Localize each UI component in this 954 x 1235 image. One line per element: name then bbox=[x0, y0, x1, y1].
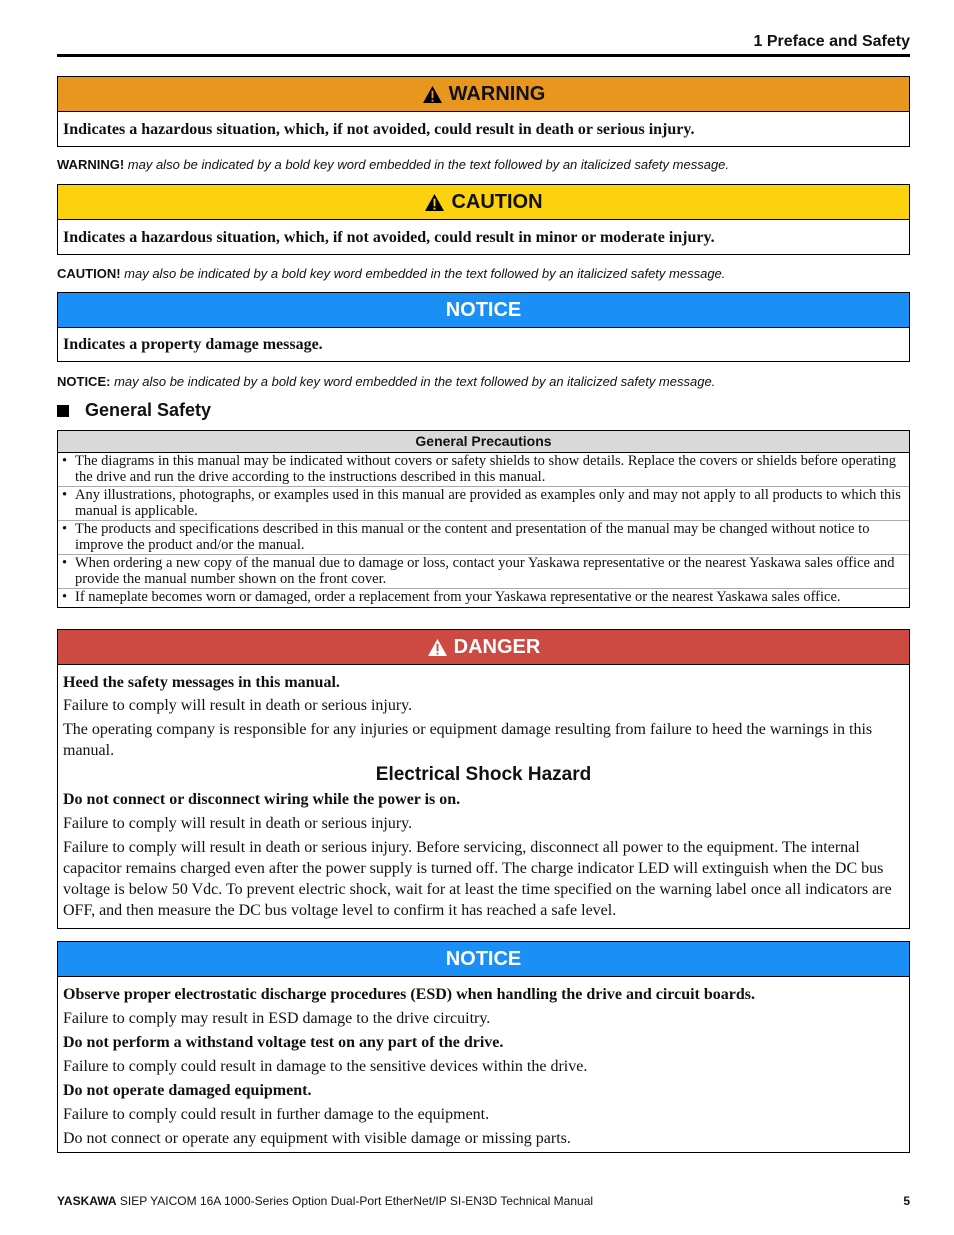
footer-text: SIEP YAICOM 16A 1000-Series Option Dual-Port EtherNet/IP SI-EN3D Technical Manual bbox=[116, 1194, 594, 1208]
warning-note-key: WARNING! bbox=[57, 157, 125, 172]
notice2-esd-fail: Failure to comply may result in ESD damage to the drive circuitry. bbox=[63, 1010, 491, 1027]
notice-header bbox=[58, 293, 909, 328]
notice2-visible: Do not connect or operate any equipment with visible damage or missing parts. bbox=[63, 1130, 571, 1147]
notice2-header bbox=[58, 942, 909, 977]
notice2-esd: Observe proper electrostatic discharge procedures (ESD) when handling the drive and circuit boards. bbox=[63, 986, 755, 1003]
page-number: 5 bbox=[903, 1194, 910, 1208]
warning-triangle-icon bbox=[422, 85, 443, 104]
warning-text: Indicates a hazardous situation, which, if not avoided, could result in death or serious injury. bbox=[63, 121, 695, 138]
notice-label: NOTICE bbox=[445, 298, 522, 321]
precaution-item: • When ordering a new copy of the manual due to damage or loss, contact your Yaskawa representative or the nearest Yaskawa sales office and provide the manual number shown on the front cover. bbox=[58, 555, 909, 589]
danger-no-connect: Do not connect or disconnect wiring while the power is on. bbox=[63, 791, 461, 808]
danger-label: DANGER bbox=[453, 635, 541, 658]
precautions-title: General Precautions bbox=[58, 431, 909, 453]
notice-note-key: NOTICE: bbox=[57, 374, 111, 389]
caution-text: Indicates a hazardous situation, which, if not avoided, could result in minor or moderate injury. bbox=[63, 229, 715, 246]
notice2-label: NOTICE bbox=[445, 947, 522, 970]
notice2-damaged: Do not operate damaged equipment. bbox=[63, 1082, 312, 1099]
page-header-title: 1 Preface and Safety bbox=[753, 33, 910, 50]
danger-fail-2: Failure to comply will result in death or serious injury. bbox=[63, 815, 413, 832]
caution-box bbox=[57, 184, 910, 255]
danger-box bbox=[57, 629, 910, 929]
precaution-item: • Any illustrations, photographs, or examples used in this manual are provided as examples only and may not apply to all products to which this manual is applicable. bbox=[58, 487, 909, 521]
danger-header bbox=[58, 630, 909, 665]
warning-box bbox=[57, 76, 910, 147]
section-title: General Safety bbox=[85, 400, 212, 420]
general-precautions-table bbox=[57, 430, 910, 608]
notice2-withstand-fail: Failure to comply could result in damage to the sensitive devices within the drive. bbox=[63, 1058, 588, 1075]
section-bullet-icon bbox=[57, 405, 69, 417]
caution-note-key: CAUTION! bbox=[57, 266, 121, 281]
caution-note-text: may also be indicated by a bold key word embedded in the text followed by an italicized safety message. bbox=[120, 266, 726, 281]
danger-heed: Heed the safety messages in this manual. bbox=[63, 674, 340, 691]
notice-box bbox=[57, 292, 910, 362]
notice-text: Indicates a property damage message. bbox=[63, 336, 323, 353]
caution-label: CAUTION bbox=[451, 190, 543, 213]
warning-note-text: may also be indicated by a bold key word embedded in the text followed by an italicized safety message. bbox=[124, 157, 730, 172]
warning-label: WARNING bbox=[448, 82, 546, 105]
header-rule bbox=[57, 54, 910, 57]
precaution-item: • If nameplate becomes worn or damaged, order a replacement from your Yaskawa representative or the nearest Yaskawa sales office. bbox=[62, 589, 841, 605]
page-footer bbox=[57, 1194, 910, 1208]
warning-triangle-icon bbox=[424, 193, 445, 212]
danger-subtitle: Electrical Shock Hazard bbox=[375, 764, 592, 785]
notice2-box bbox=[57, 941, 910, 1153]
danger-long: Failure to comply will result in death or serious injury. Before servicing, disconnect all power to the equipment. The internal capacitor remains charged even after the power supply is turned off. The charge indicator LED will extinguish when the DC bus voltage is below 50 Vdc. To prevent electric shock, wait for at least the time specified on the warning label once all indicators are OFF, and then measure the DC bus voltage level to confirm it has reached a safe level. bbox=[63, 839, 892, 919]
danger-operating: The operating company is responsible for any injuries or equipment damage resulting from failure to heed the warnings in this manual. bbox=[63, 721, 873, 759]
notice-note bbox=[57, 374, 715, 389]
notice2-withstand: Do not perform a withstand voltage test on any part of the drive. bbox=[63, 1034, 504, 1051]
notice2-damaged-fail: Failure to comply could result in further damage to the equipment. bbox=[63, 1106, 490, 1123]
warning-triangle-icon bbox=[427, 638, 448, 657]
precaution-item: • The products and specifications described in this manual or the content and presentation of the manual may be changed without notice to improve the product and/or the manual. bbox=[58, 521, 909, 555]
precaution-item: • The diagrams in this manual may be indicated without covers or safety shields to show details. Replace the covers or shields before operating the drive and run the drive according to the instructions described in this manual. bbox=[58, 453, 909, 487]
section-heading bbox=[57, 400, 211, 421]
caution-note bbox=[57, 266, 725, 281]
footer-brand: YASKAWA bbox=[57, 1194, 117, 1208]
danger-fail: Failure to comply will result in death or serious injury. bbox=[63, 697, 413, 714]
notice-note-text: may also be indicated by a bold key word embedded in the text followed by an italicized safety message. bbox=[110, 374, 716, 389]
warning-header bbox=[58, 77, 909, 112]
caution-header bbox=[58, 185, 909, 220]
warning-note bbox=[57, 157, 729, 172]
